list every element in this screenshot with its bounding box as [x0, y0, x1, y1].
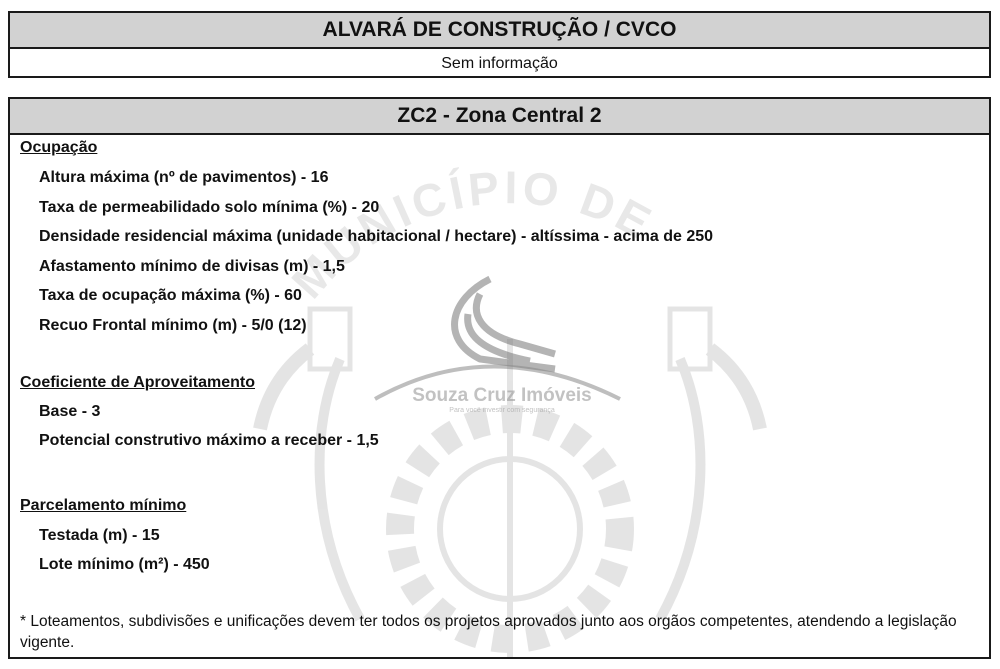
zone-panel — [8, 97, 991, 659]
coeficiente-item: Potencial construtivo máximo a receber - 1,5 — [39, 432, 379, 449]
ocupacao-item: Taxa de ocupação máxima (%) - 60 — [39, 287, 302, 304]
ocupacao-item: Altura máxima (nº de pavimentos) - 16 — [39, 169, 329, 186]
alvara-panel — [8, 11, 991, 78]
ocupacao-item: Recuo Frontal mínimo (m) - 5/0 (12) — [39, 317, 307, 334]
ocupacao-item: Afastamento mínimo de divisas (m) - 1,5 — [39, 258, 345, 275]
parcelamento-item: Lote mínimo (m²) - 450 — [39, 556, 210, 573]
section-title-ocupacao: Ocupação — [20, 139, 98, 156]
alvara-status: Sem informação — [441, 55, 558, 72]
section-title-parcelamento: Parcelamento mínimo — [20, 497, 187, 514]
section-title-coeficiente: Coeficiente de Aproveitamento — [20, 374, 256, 391]
svg-text:Souza Cruz Imóveis: Souza Cruz Imóveis — [412, 385, 592, 406]
parcelamento-item: Testada (m) - 15 — [39, 527, 160, 544]
coeficiente-item: Base - 3 — [39, 403, 101, 420]
svg-text:Para você investir com seguran: Para você investir com segurança — [449, 407, 555, 414]
alvara-title: ALVARÁ DE CONSTRUÇÃO / CVCO — [10, 13, 989, 49]
ocupacao-item: Taxa de permeabilidado solo mínima (%) - 20 — [39, 199, 380, 216]
footnote: * Loteamentos, subdivisões e unificações devem ter todos os projetos aprovados junto aos orgãos competentes, atendendo a legislação vigente. — [20, 613, 957, 651]
ocupacao-item: Densidade residencial máxima (unidade habitacional / hectare) - altíssima - acima de 250 — [39, 228, 714, 245]
watermark-seal-text: MUNICÍPIO DE — [281, 160, 663, 308]
zone-title: ZC2 - Zona Central 2 — [10, 99, 989, 135]
